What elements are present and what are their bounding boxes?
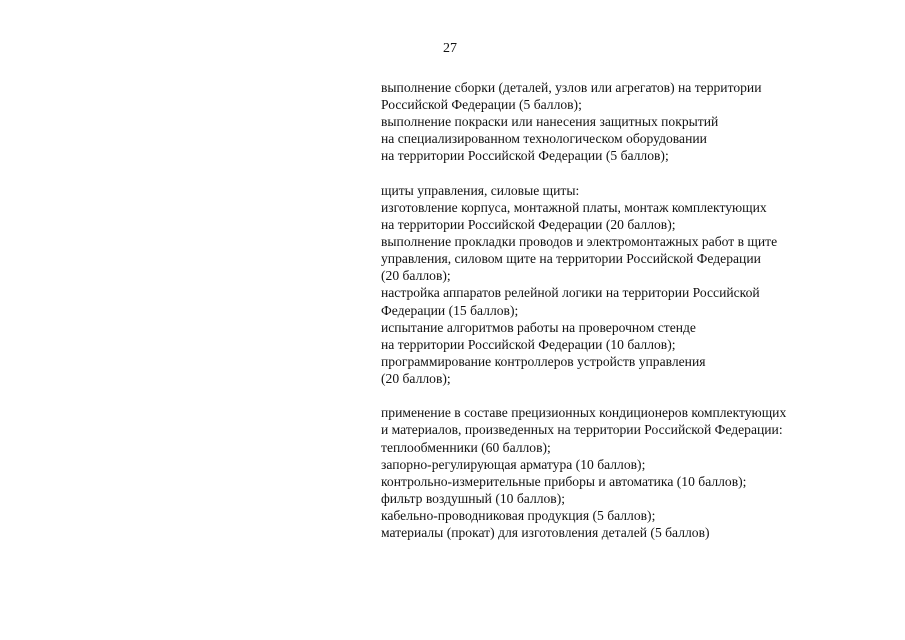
text-line: кабельно-проводниковая продукция (5 баллов); <box>381 507 656 523</box>
text-line: на территории Российской Федерации (10 баллов); <box>381 336 676 352</box>
text-line: выполнение сборки (деталей, узлов или агрегатов) на территории <box>381 80 762 95</box>
text-line: управления, силовом щите на территории Российской Федерации <box>381 251 761 267</box>
text-line: на специализированном технологическом оборудовании <box>381 131 707 147</box>
paragraph-assembly-painting <box>381 79 881 164</box>
text-line: выполнение прокладки проводов и электромонтажных работ в щите <box>381 234 778 250</box>
text-line: испытание алгоритмов работы на проверочном стенде <box>381 319 696 335</box>
text-line: (20 баллов); <box>381 370 451 386</box>
text-line: теплообменники (60 баллов); <box>381 439 551 455</box>
text-line: контрольно-измерительные приборы и автоматика (10 баллов); <box>381 473 747 489</box>
text-line: на территории Российской Федерации (5 баллов); <box>381 148 669 164</box>
text-line: щиты управления, силовые щиты: <box>381 182 580 198</box>
text-line: и материалов, произведенных на территории Российской Федерации: <box>381 422 783 438</box>
paragraph-gap <box>381 387 881 404</box>
text-line: применение в составе прецизионных кондиционеров комплектующих <box>381 405 787 421</box>
text-line: настройка аппаратов релейной логики на территории Российской <box>381 285 760 301</box>
text-line: выполнение покраски или нанесения защитных покрытий <box>381 114 719 130</box>
paragraph-control-panels <box>381 182 881 387</box>
paragraph-gap <box>381 164 881 181</box>
text-line: фильтр воздушный (10 баллов); <box>381 490 566 506</box>
text-line: запорно-регулирующая арматура (10 баллов); <box>381 456 646 472</box>
text-line: изготовление корпуса, монтажной платы, монтаж комплектующих <box>381 199 767 215</box>
text-line: на территории Российской Федерации (20 баллов); <box>381 217 676 233</box>
text-line: программирование контроллеров устройств управления <box>381 353 706 369</box>
text-line: Российской Федерации (5 баллов); <box>381 97 582 113</box>
text-line: Федерации (15 баллов); <box>381 302 519 318</box>
page-number: 27 <box>443 41 457 56</box>
text-line: (20 баллов); <box>381 268 451 284</box>
document-body <box>381 79 881 541</box>
paragraph-precision-conditioners <box>381 404 881 541</box>
text-line: материалы (прокат) для изготовления деталей (5 баллов) <box>381 525 710 541</box>
